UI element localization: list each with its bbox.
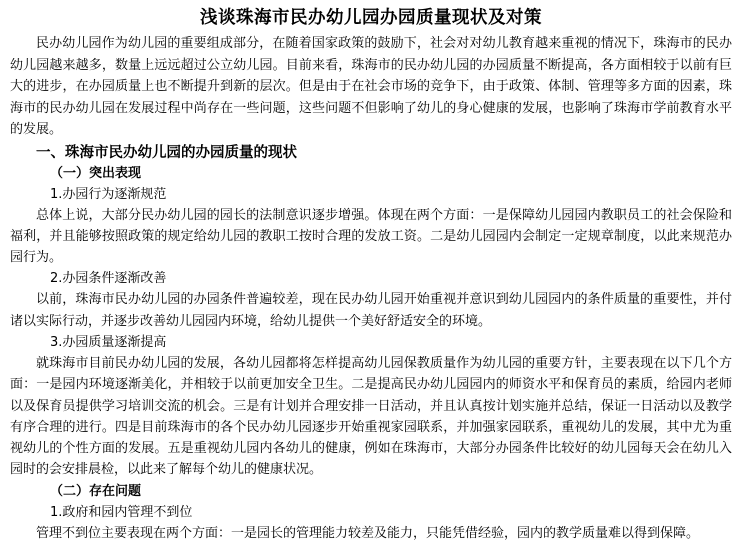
- item-2-paragraph: 以前，珠海市民办幼儿园的办园条件普遍较差，现在民办幼儿园开始重视并意识到幼儿园园内的条件质量的重要性，并付诸以实际行动，并逐步改善幼儿园园内环境，给幼儿提供一个美好舒适安全的环境。: [10, 292, 732, 329]
- intro-paragraph: 民办幼儿园作为幼儿园的重要组成部分，在随着国家政策的鼓励下，社会对对幼儿教育越来重视的情况下，珠海市的民办幼儿园越来越多，数量上远远超过公立幼儿园。目前来看，珠海市的民办幼儿园的办园质量不断提高，各方面相较于以前有巨大的进步，在办园质量上也不断提升到新的层次。但是由于在社会市场的竞争下，由于政策、体制、管理等多方面的因素，珠海市的民办幼儿园在发展过程中尚存在一些问题，这些问题不但影响了幼儿的身心健康的发展，也影响了珠海市学前教育水平的发展。: [10, 36, 732, 137]
- item-2-title: 2.办园条件逐渐改善: [50, 271, 167, 287]
- item-1-paragraph: 总体上说，大部分民办幼儿园的园长的法制意识逐步增强。体现在两个方面：一是保障幼儿园园内教职员工的社会保险和福利，并且能够按照政策的规定给幼儿园的教职工按时合理的发放工资。二是幼儿园园内会制定一定规章制度，以此来规范办园行为。: [10, 207, 732, 266]
- item-3-title: 3.办园质量逐渐提高: [50, 334, 167, 350]
- item-3-paragraph: 就珠海市目前民办幼儿园的发展，各幼儿园都将怎样提高幼儿园保教质量作为幼儿园的重要方针，主要表现在以下几个方面：一是园内环境逐渐美化，并相较于以前更加安全卫生。二是提高民办幼儿园园内的师资水平和保育员的素质，给园内老师以及保育员提供学习培训交流的机会。三是有计划并合理安排一日活动，并且认真按计划实施并总结，保证一日活动以及教学有序合理的进行。四是目前珠海市的各个民办幼儿园逐步开始重视家园联系，并加强家园联系，重视幼儿的发展，其中尤为重视幼儿的个性方面的发展。五是重视幼儿园内各幼儿的健康，例如在珠海市，大部分办园条件比较好的幼儿园每天会在幼儿入园时的会安排晨检，以此来了解每个幼儿的健康状况。: [10, 355, 732, 478]
- subsection-1-heading: （一）突出表现: [50, 165, 142, 181]
- document-title: 浅谈珠海市民办幼儿园办园质量现状及对策: [200, 8, 542, 28]
- item-1-title: 1.办园行为逐渐规范: [50, 186, 167, 202]
- section-1-heading: 一、珠海市民办幼儿园的办园质量的现状: [36, 143, 297, 161]
- problem-1-paragraph: 管理不到位主要表现在两个方面：一是园长的管理能力较差及能力，只能凭借经验，园内的教学质量难以得到保障。: [36, 525, 700, 541]
- problem-1-title: 1.政府和园内管理不到位: [50, 504, 193, 520]
- subsection-2-heading: （二）存在问题: [50, 483, 142, 499]
